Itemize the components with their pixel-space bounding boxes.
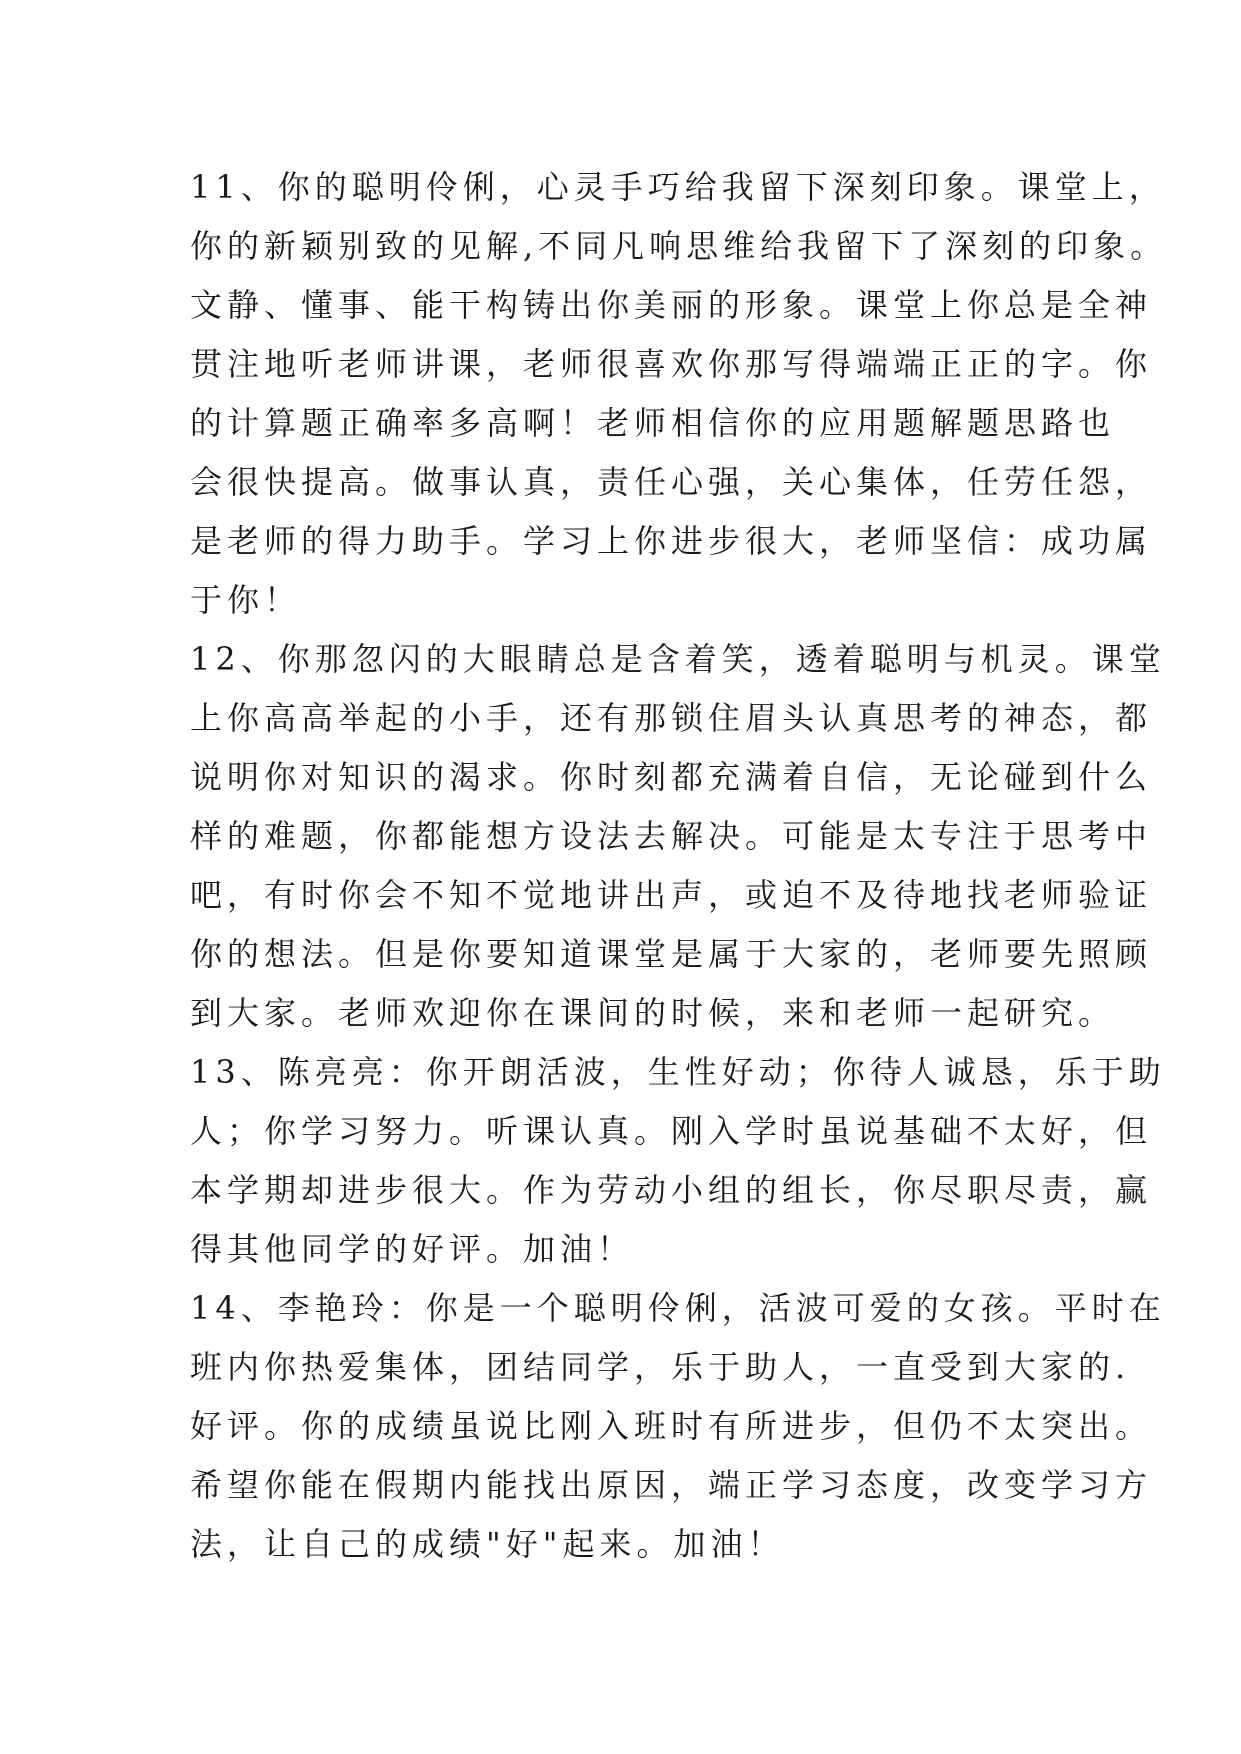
text-line: 法，让自己的成绩"好"起来。加油！	[190, 1525, 785, 1563]
text-line: 人；你学习努力。听课认真。刚入学时虽说基础不太好，但	[190, 1112, 1153, 1150]
text-line: 12、你那忽闪的大眼睛总是含着笑，透着聪明与机灵。课堂	[190, 640, 1166, 678]
text-line: 14、李艳玲：你是一个聪明伶俐，活波可爱的女孩。平时在	[190, 1289, 1166, 1327]
text-line: 好评。你的成绩虽说比刚入班时有所进步，但仍不太突出。	[190, 1407, 1153, 1445]
text-line: 希望你能在假期内能找出原因，端正学习态度，改变学习方	[190, 1466, 1153, 1504]
text-line: 你的新颖别致的见解,不同凡响思维给我留下了深刻的印象。	[190, 227, 1168, 265]
text-line: 样的难题，你都能想方设法去解决。可能是太专注于思考中	[190, 817, 1153, 855]
text-line: 本学期却进步很大。作为劳动小组的组长，你尽职尽责，赢	[190, 1171, 1153, 1209]
text-line: 文静、懂事、能干构铸出你美丽的形象。课堂上你总是全神	[190, 286, 1153, 324]
text-line: 贯注地听老师讲课，老师很喜欢你那写得端端正正的字。你	[190, 345, 1153, 383]
text-line: 13、陈亮亮：你开朗活波，生性好动；你待人诚恳，乐于助	[190, 1053, 1166, 1091]
text-line: 得其他同学的好评。加油！	[190, 1230, 635, 1268]
text-line: 班内你热爱集体，团结同学，乐于助人，一直受到大家的.	[190, 1348, 1131, 1386]
text-line: 上你高高举起的小手，还有那锁住眉头认真思考的神态，都	[190, 699, 1153, 737]
text-line: 会很快提高。做事认真，责任心强，关心集体，任劳任怨，	[190, 463, 1153, 501]
text-line: 说明你对知识的渴求。你时刻都充满着自信，无论碰到什么	[190, 758, 1153, 796]
text-line: 11、你的聪明伶俐，心灵手巧给我留下深刻印象。课堂上，	[190, 168, 1166, 206]
text-line: 于你！	[190, 581, 302, 619]
text-line: 到大家。老师欢迎你在课间的时候，来和老师一起研究。	[190, 994, 1116, 1032]
text-line: 吧，有时你会不知不觉地讲出声，或迫不及待地找老师验证	[190, 876, 1153, 914]
document-body	[190, 158, 1168, 1574]
text-line: 你的想法。但是你要知道课堂是属于大家的，老师要先照顾	[190, 935, 1153, 973]
text-line: 的计算题正确率多高啊！老师相信你的应用题解题思路也	[190, 404, 1116, 442]
text-line: 是老师的得力助手。学习上你进步很大，老师坚信：成功属	[190, 522, 1153, 560]
